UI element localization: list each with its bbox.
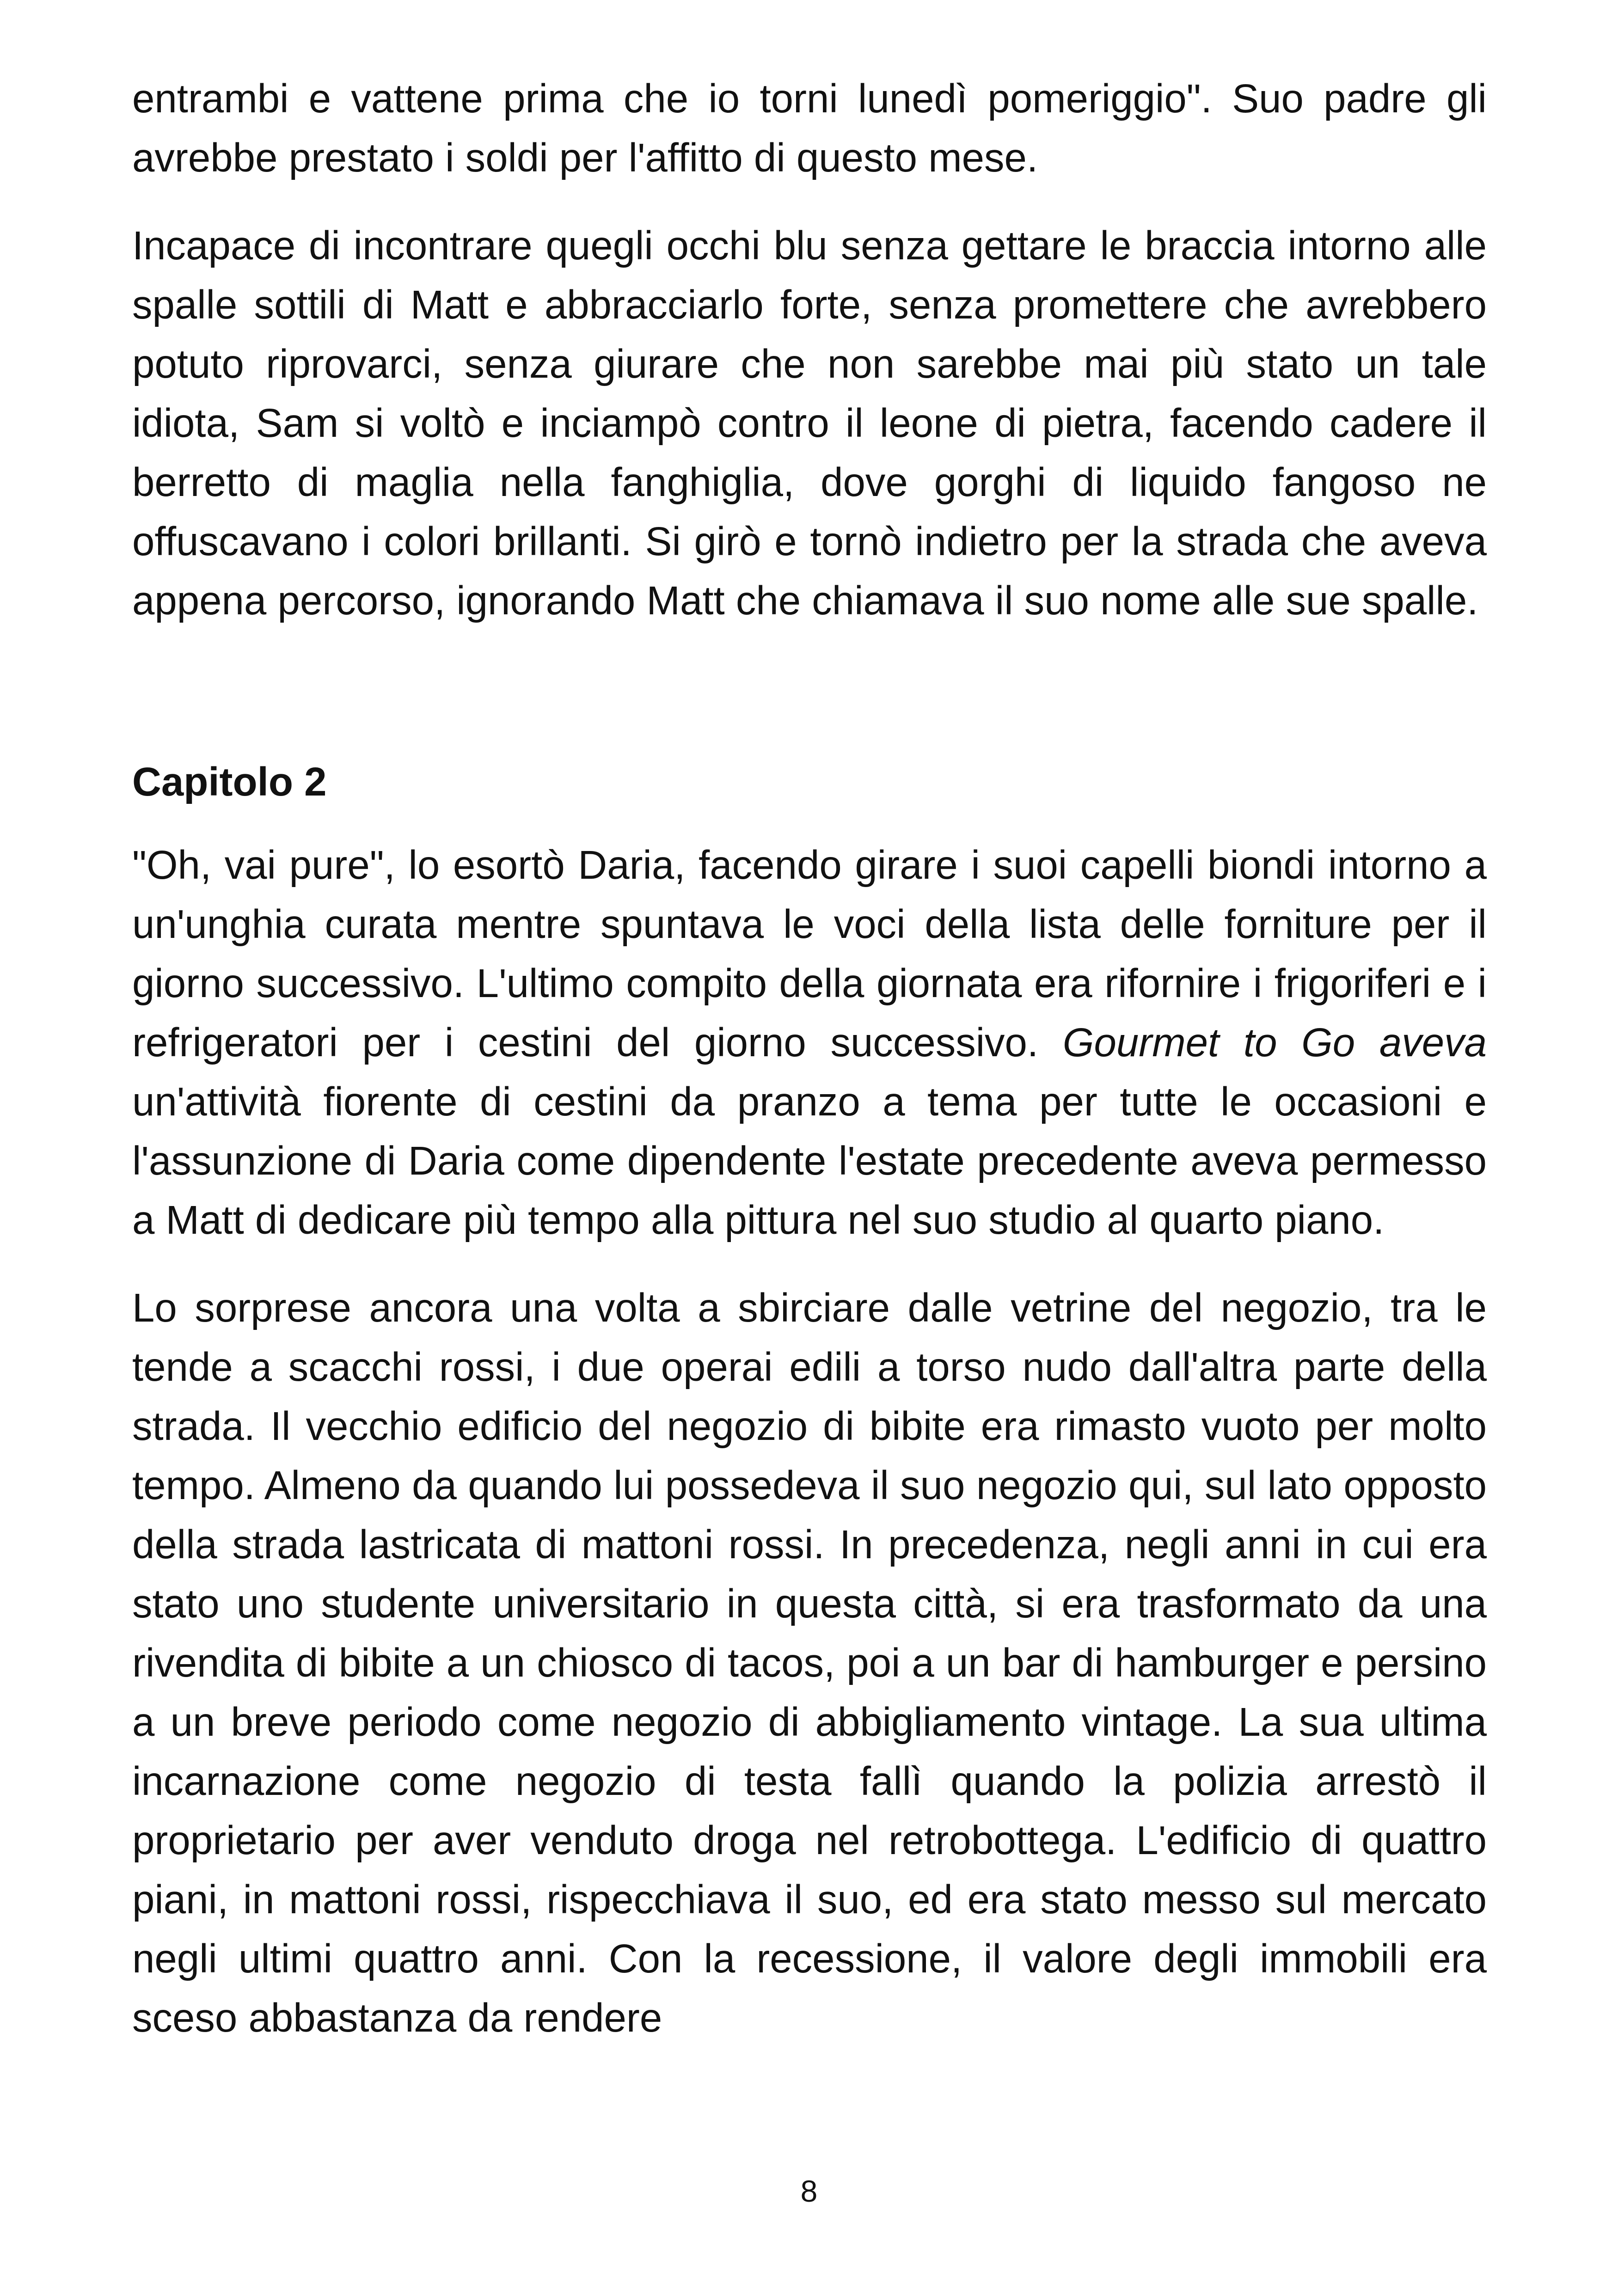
paragraph (132, 836, 1487, 1250)
paragraph-text: "Oh, vai pure", lo esortò Daria, facendo girare i suoi capelli biondi intorno a un'unghia curata mentre spuntava le voci della lista delle forniture per il giorno successivo. L'ultimo compito della giornata era rifornire i frigoriferi e i refrigeratori per i cestini del giorno successivo. (132, 843, 1487, 1065)
paragraph: entrambi e vattene prima che io torni lunedì pomeriggio". Suo padre gli avrebbe prestato i soldi per l'affitto di questo mese. (132, 76, 1487, 180)
paragraph-text: un'attività fiorente di cestini da pranzo a tema per tutte le occasioni e l'assunzione di Daria come dipendente l'estate precedente aveva permesso a Matt di dedicare più tempo alla pittura nel suo studio al quarto piano. (132, 1079, 1487, 1243)
italic-business-name: Gourmet to Go aveva (1062, 1020, 1487, 1065)
paragraph: Incapace di incontrare quegli occhi blu senza gettare le braccia intorno alle spalle sottili di Matt e abbracciarlo forte, senza promettere che avrebbero potuto riprovarci, senza giurare che non sarebbe mai più stato un tale idiota, Sam si voltò e inciampò contro il leone di pietra, facendo cadere il berretto di maglia nella fanghiglia, dove gorghi di liquido fangoso ne offuscavano i colori brillanti. Si girò e tornò indietro per la strada che aveva appena percorso, ignorando Matt che chiamava il suo nome alle sue spalle. (132, 223, 1487, 623)
page-number: 8 (800, 2174, 818, 2208)
chapter-heading: Capitolo 2 (132, 759, 327, 804)
body-text (132, 69, 1487, 2048)
paragraph: Lo sorprese ancora una volta a sbirciare dalle vetrine del negozio, tra le tende a scacchi rossi, i due operai edili a torso nudo dall'altra parte della strada. Il vecchio edificio del negozio di bibite era rimasto vuoto per molto tempo. Almeno da quando lui possedeva il suo negozio qui, sul lato opposto della strada lastricata di mattoni rossi. In precedenza, negli anni in cui era stato uno studente universitario in questa città, si era trasformato da una rivendita di bibite a un chiosco di tacos, poi a un bar di hamburger e persino a un breve periodo come negozio di abbigliamento vintage. La sua ultima incarnazione come negozio di testa fallì quando la polizia arrestò il proprietario per aver venduto droga nel retrobottega. L'edificio di quattro piani, in mattoni rossi, rispecchiava il suo, ed era stato messo sul mercato negli ultimi quattro anni. Con la recessione, il valore degli immobili era sceso abbastanza da rendere (132, 1286, 1487, 2040)
